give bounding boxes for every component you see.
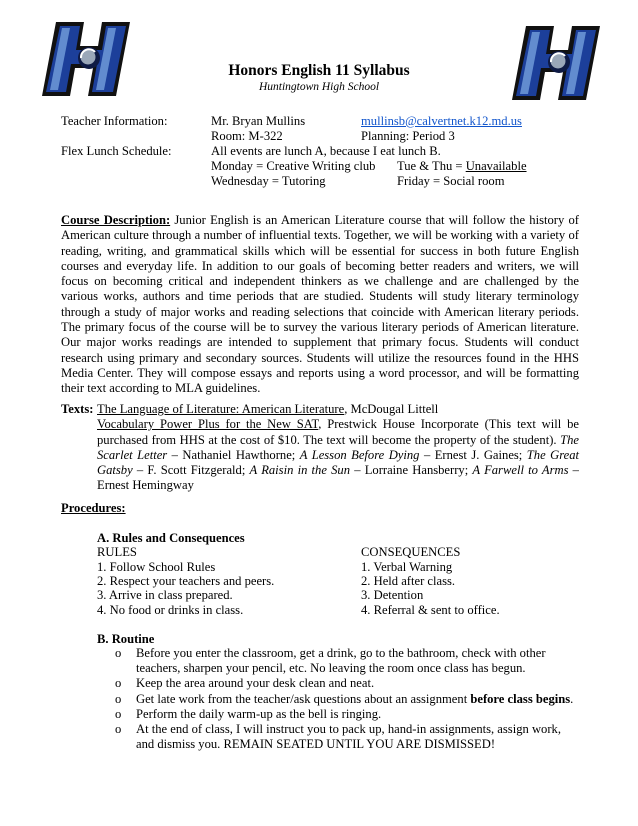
list-item: [115, 646, 581, 676]
list-item: [115, 676, 581, 691]
teacher-name: Mr. Bryan Mullins: [211, 114, 306, 128]
list-item: [115, 707, 581, 722]
consequence-item: 1. Verbal Warning: [361, 560, 453, 574]
routine-text: At the end of class, I will instruct you to pack up, hand-in assignments, assign work, and dismiss you. REMAIN SEATED UNTIL YOU ARE DISMISSED!: [136, 722, 561, 752]
routine-section-heading: B. Routine: [97, 632, 155, 646]
routine-text: Before you enter the classroom, get a drink, go to the bathroom, check with other teachers, sharpen your pencil, etc. No leaving the room once class has begun.: [136, 646, 546, 676]
textbook-2-details: , Prestwick House Incorporate (This text will be purchased from HHS at the cost of $10. The text will become the property of the student).: [97, 417, 579, 447]
textbook-2-title: Vocabulary Power Plus for the New SAT: [97, 417, 319, 432]
planning-period: Planning: Period 3: [361, 129, 455, 143]
consequence-item: 4. Referral & sent to office.: [361, 603, 500, 617]
list-item: [115, 722, 581, 752]
course-description: [61, 213, 579, 397]
school-name: Huntingtown High School: [258, 81, 380, 93]
wednesday-schedule: Wednesday = Tutoring: [211, 174, 326, 188]
tue-thu-value: Unavailable: [465, 159, 527, 173]
bullet-icon: o: [115, 676, 122, 691]
procedures-heading: Procedures:: [61, 501, 126, 515]
consequence-item: 2. Held after class.: [361, 574, 456, 588]
routine-text: Get late work from the teacher/ask questions about an assignment: [136, 691, 471, 706]
rule-item: 1. Follow School Rules: [97, 560, 216, 574]
friday-schedule: Friday = Social room: [397, 174, 505, 188]
rule-item: 2. Respect your teachers and peers.: [97, 574, 275, 588]
work-title: The Great Gatsby: [97, 447, 580, 478]
teacher-info-label: Teacher Information:: [61, 114, 168, 128]
list-item: [115, 692, 581, 707]
textbook-1-publisher: , McDougal Littell: [344, 402, 439, 416]
page-title: Honors English 11 Syllabus: [228, 62, 410, 79]
flex-lunch-note: All events are lunch A, because I eat lunch B.: [211, 144, 441, 158]
routine-text-end: .: [570, 691, 574, 706]
tue-thu-label: Tue & Thu =: [397, 159, 466, 173]
consequence-item: 3. Detention: [361, 588, 424, 602]
routine-list: [115, 646, 581, 752]
work-title: A Raisin in the Sun: [249, 463, 351, 478]
flex-lunch-label: Flex Lunch Schedule:: [61, 144, 172, 158]
rule-item: 4. No food or drinks in class.: [97, 603, 244, 617]
work-author: – Ernest J. Gaines;: [419, 447, 527, 462]
routine-emphasis: before class begins: [470, 691, 571, 706]
consequences-header: CONSEQUENCES: [361, 545, 461, 559]
bullet-icon: o: [115, 691, 122, 706]
routine-text: Keep the area around your desk clean and neat.: [136, 676, 375, 691]
course-description-heading: Course Description:: [61, 213, 171, 227]
tue-thu-schedule: [397, 159, 527, 174]
monday-schedule: Monday = Creative Writing club: [211, 159, 376, 173]
routine-text: Perform the daily warm-up as the bell is ringing.: [136, 706, 382, 721]
course-description-body: Junior English is an American Literature course that will follow the history of American culture through a number of influential texts. Together, we will be working with a variety of reading, writing, and grammatical skills which will be essential for success in both future English courses and everyday life. In addition to our goals of becoming better readers and writers, we will focus on becoming critical and independent thinkers as we challenge and are challenged by the various works, authors and time periods that are studied. Students will study literary terminology through a study of major works and reading selections that coincide with American literary periods. The primary focus of the course will be to survey the various literary periods of American literature. Our major works readings are intended to supplement that primary focus. Students will conduct research using primary and secondary sources. Students will utilize the resources found in the HHS Media Center. They will compose essays and reports using a word processor, and will be formatting their text according to MLA guidelines.: [61, 213, 579, 396]
work-author: – Lorraine Hansberry;: [350, 463, 473, 478]
work-title: A Lesson Before Dying: [299, 447, 420, 462]
texts-list: [97, 402, 579, 494]
textbook-1-title: The Language of Literature: American Literature: [97, 402, 345, 416]
work-title: The Scarlet Letter: [97, 432, 579, 462]
bullet-icon: o: [115, 646, 122, 660]
room-number: Room: M-322: [211, 129, 283, 143]
work-author: – Nathaniel Hawthorne;: [167, 447, 300, 462]
rules-section-heading: A. Rules and Consequences: [97, 531, 245, 545]
rules-header: RULES: [97, 545, 137, 559]
work-author: – F. Scott Fitzgerald;: [132, 463, 250, 478]
rule-item: 3. Arrive in class prepared.: [97, 588, 233, 602]
work-author: – Ernest Hemingway: [97, 463, 579, 493]
work-title: A Farwell to Arms: [472, 463, 569, 478]
teacher-email-link[interactable]: mullinsb@calvertnet.k12.md.us: [361, 114, 522, 128]
bullet-icon: o: [115, 706, 122, 721]
texts-label: Texts:: [61, 402, 94, 416]
bullet-icon: o: [115, 722, 122, 737]
